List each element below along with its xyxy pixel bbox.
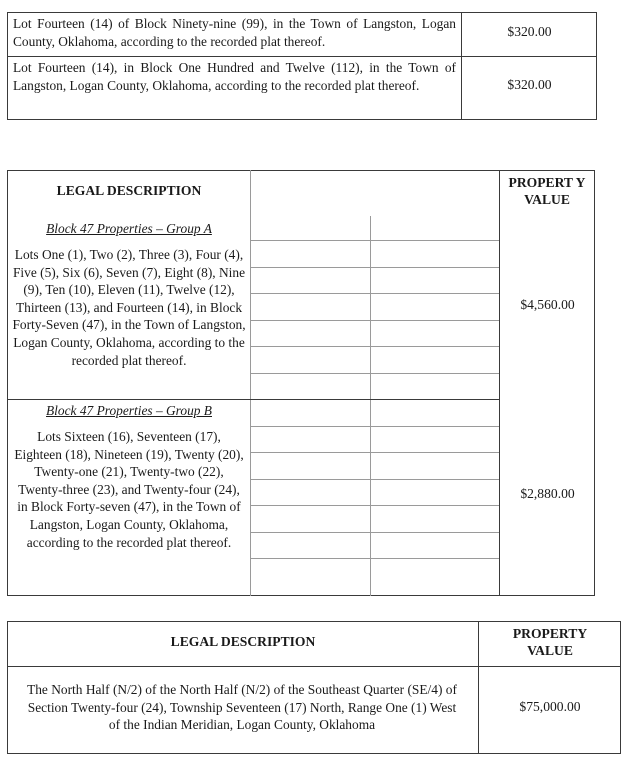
grid-line	[250, 293, 499, 294]
block47-grid-col-2	[370, 216, 371, 596]
top-row-1-description: Lot Fourteen (14) of Block Ninety-nine (99), in the Town of Langston, Logan County, Oklahoma, according to the recorded plat thereof.	[13, 16, 456, 49]
grid-line	[250, 558, 499, 559]
bottom-value: $75,000.00	[519, 699, 581, 714]
grid-line	[250, 373, 499, 374]
grid-line	[250, 426, 499, 427]
grid-line	[250, 505, 499, 506]
group-a-title: Block 47 Properties – Group A	[46, 221, 212, 236]
top-row-2-value: $320.00	[507, 77, 552, 92]
group-b-title: Block 47 Properties – Group B	[46, 403, 212, 418]
top-table-row-divider	[7, 56, 597, 57]
grid-line	[250, 452, 499, 453]
block47-header-legal-description: LEGAL DESCRIPTION	[56, 183, 202, 198]
block47-header-property-value: PROPERT Y VALUE	[508, 175, 586, 207]
block47-value-column-divider	[499, 170, 500, 596]
grid-line	[250, 479, 499, 480]
group-a-value: $4,560.00	[520, 297, 575, 312]
grid-line	[250, 240, 499, 241]
grid-line	[250, 532, 499, 533]
bottom-header-property-value: PROPERTY VALUE	[512, 626, 588, 658]
block47-group-divider	[7, 399, 499, 400]
grid-line	[250, 267, 499, 268]
bottom-header-legal-description: LEGAL DESCRIPTION	[170, 634, 316, 649]
grid-line	[250, 320, 499, 321]
group-a-description: Lots One (1), Two (2), Three (3), Four (4), Five (5), Six (6), Seven (7), Eight (8), Nine (9), Ten (10), Eleven (11), Twelve (12), Thirteen (13), and Fourteen (14), in Block Forty-Seven (47), in the Town of Langston, Logan County, Oklahoma, according to the recorded plat thereof.	[12, 247, 246, 368]
top-row-2-description: Lot Fourteen (14), in Block One Hundred and Twelve (112), in the Town of Langston, Logan County, Oklahoma, according to the recorded plat thereof.	[13, 60, 456, 93]
grid-line	[250, 346, 499, 347]
group-b-description: Lots Sixteen (16), Seventeen (17), Eighteen (18), Nineteen (19), Twenty (20), Twenty-one (21), Twenty-two (22), Twenty-three (23), and Twenty-four (24), in Block Forty-seven (47), in the Town of Langston, Logan County, Oklahoma, according to the recorded plat thereof.	[14, 429, 244, 550]
bottom-table-column-divider	[478, 621, 479, 754]
bottom-table-header-divider	[7, 666, 621, 667]
group-b-value: $2,880.00	[520, 486, 575, 501]
bottom-description: The North Half (N/2) of the North Half (N/2) of the Southeast Quarter (SE/4) of Section Twenty-four (24), Township Seventeen (17) North, Range One (1) West of the Indian Meridian, Logan County, Oklahoma	[27, 682, 457, 733]
top-row-1-value: $320.00	[507, 24, 552, 39]
